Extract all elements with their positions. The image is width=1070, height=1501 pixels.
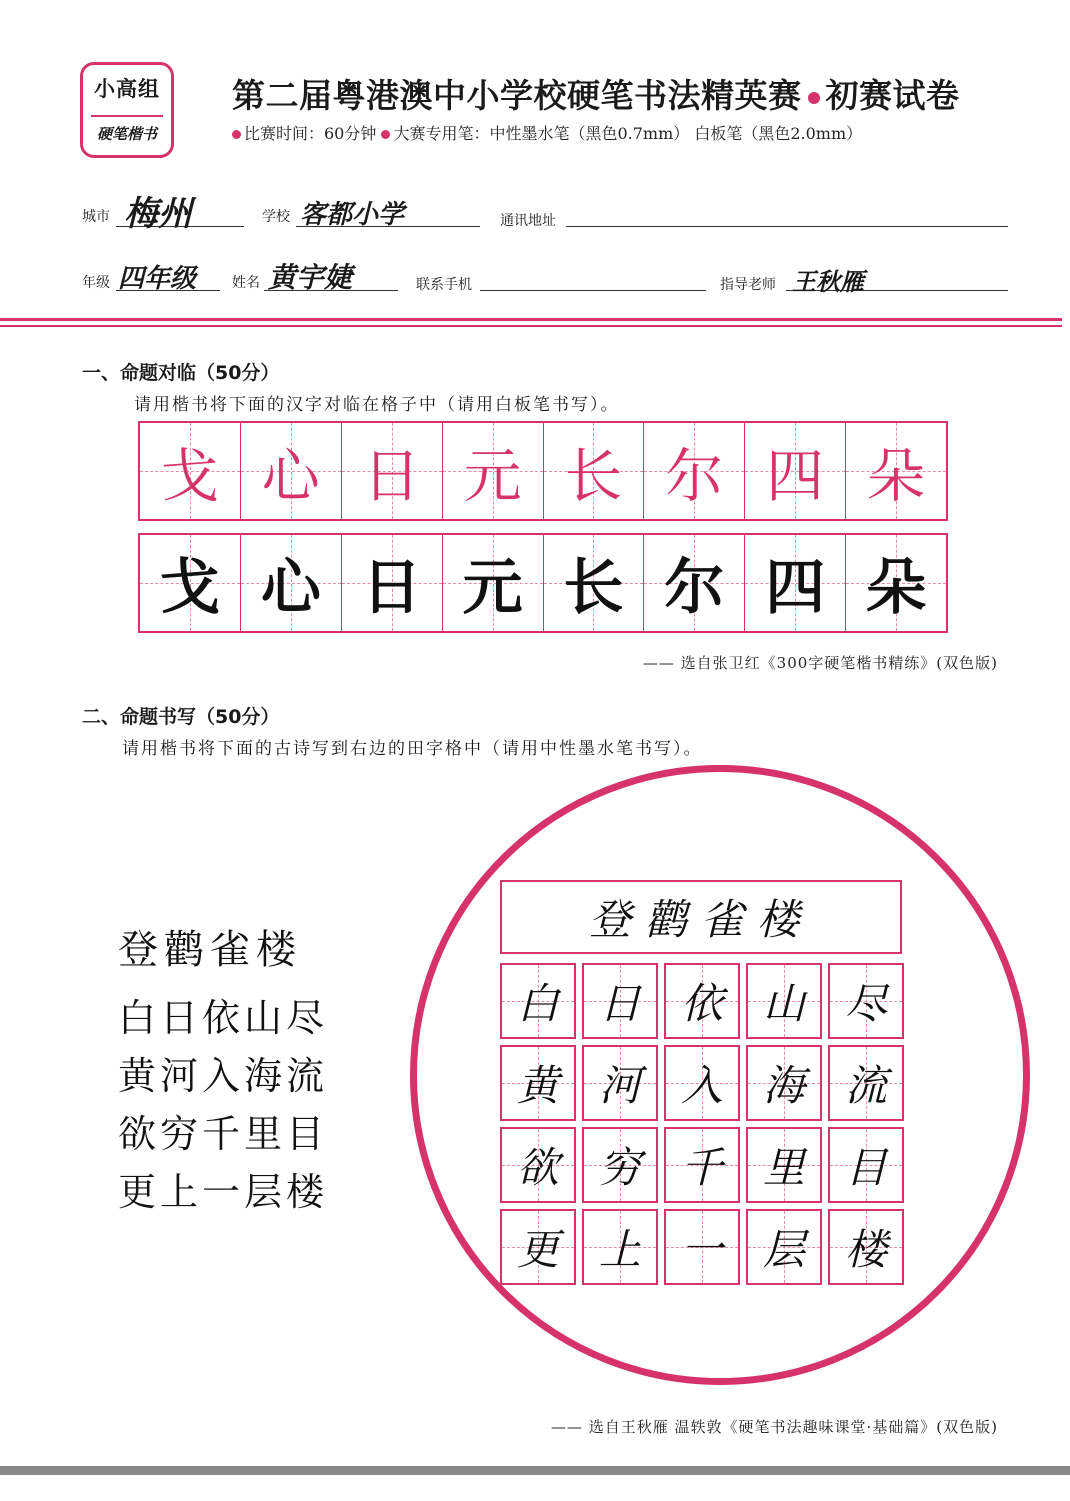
school-field[interactable]: 客都小学: [300, 200, 405, 230]
written-char: 四: [765, 553, 826, 623]
written-char-cell[interactable]: [745, 535, 846, 631]
written-char: 依: [680, 979, 723, 1028]
competition-title: 第二届粤港澳中小学校硬笔书法精英赛: [232, 76, 802, 115]
tian-cell[interactable]: [828, 1127, 904, 1203]
school-label: 学校: [262, 209, 290, 225]
poem-line: 白日依山尽: [118, 996, 329, 1040]
tian-cell[interactable]: [746, 1127, 822, 1203]
written-char: 元: [462, 553, 523, 623]
paper-type: 初赛试卷: [825, 76, 960, 115]
name-field[interactable]: 黄宇婕: [268, 261, 353, 294]
written-char: 穷: [598, 1143, 641, 1192]
model-char: 尔: [665, 442, 724, 510]
section1-title: 一、命题对临（50分）: [82, 362, 280, 384]
written-char: 更: [516, 1225, 559, 1274]
section1-instruction: 请用楷书将下面的汉字对临在格子中（请用白板笔书写）。: [134, 395, 620, 415]
written-char: 流: [844, 1061, 887, 1110]
badge-category-label: 硬笔楷书: [96, 125, 157, 143]
tian-cell[interactable]: [582, 1127, 658, 1203]
tian-cell[interactable]: [828, 1045, 904, 1121]
badge-divider: [91, 115, 163, 117]
grade-label: 年级: [82, 275, 110, 291]
written-char: 日: [361, 553, 422, 623]
written-title: 登鹳雀楼: [588, 895, 813, 944]
tian-row: [500, 1209, 904, 1285]
written-char-cell[interactable]: [443, 535, 544, 631]
model-char: 日: [362, 442, 421, 510]
tian-cell[interactable]: [500, 1127, 576, 1203]
written-char: 黄: [516, 1061, 559, 1110]
tian-cell[interactable]: [500, 1209, 576, 1285]
exam-time: 比赛时间：60分钟: [244, 124, 377, 143]
poem-title: 登鹳雀楼: [118, 927, 302, 973]
tian-cell[interactable]: [746, 963, 822, 1039]
written-char-cell[interactable]: [241, 535, 342, 631]
tian-cell[interactable]: [582, 1045, 658, 1121]
poem-line: 欲穷千里目: [118, 1112, 329, 1156]
tian-cell[interactable]: [664, 1209, 740, 1285]
written-char: 山: [762, 979, 805, 1028]
badge-group-label: 小高组: [94, 77, 160, 101]
exam-info: [232, 121, 862, 144]
tian-cell[interactable]: [582, 1209, 658, 1285]
written-char: 戈: [159, 553, 220, 623]
tian-cell[interactable]: [746, 1209, 822, 1285]
header-divider: [0, 318, 1062, 321]
model-char-cell: [443, 423, 544, 519]
phone-field[interactable]: [480, 290, 706, 291]
written-char: 河: [598, 1061, 641, 1110]
tian-row: [500, 1045, 904, 1121]
model-char: 戈: [160, 442, 219, 510]
written-char: 朵: [866, 553, 927, 623]
written-char-cell[interactable]: [544, 535, 645, 631]
written-char-cell[interactable]: [846, 535, 946, 631]
section1-source: —— 选自张卫红《300字硬笔楷书精练》(双色版): [642, 654, 998, 672]
tian-cell[interactable]: [500, 1045, 576, 1121]
tian-row: [500, 963, 904, 1039]
tian-cell[interactable]: [582, 963, 658, 1039]
city-label: 城市: [82, 209, 110, 225]
written-char: 海: [762, 1061, 805, 1110]
bottom-bar: [0, 1466, 1070, 1475]
poem-line: 更上一层楼: [118, 1170, 329, 1214]
poem-line: 黄河入海流: [118, 1054, 329, 1098]
teacher-field[interactable]: 王秋雁: [792, 267, 864, 296]
name-label: 姓名: [232, 275, 260, 291]
model-char: 元: [463, 442, 522, 510]
written-char: 一: [680, 1225, 723, 1274]
written-char: 尔: [664, 553, 725, 623]
header-divider-thin: [0, 325, 1062, 327]
written-char: 入: [680, 1061, 723, 1110]
address-field[interactable]: [566, 226, 1008, 227]
bullet-icon: [232, 130, 241, 139]
tian-cell[interactable]: [664, 1045, 740, 1121]
title-dot-icon: [808, 92, 820, 104]
section2-title: 二、命题书写（50分）: [82, 706, 280, 728]
written-char-cell[interactable]: [342, 535, 443, 631]
written-char-cell[interactable]: [644, 535, 745, 631]
tian-cell[interactable]: [828, 1209, 904, 1285]
tian-cell[interactable]: [664, 1127, 740, 1203]
address-label: 通讯地址: [500, 213, 556, 229]
written-char: 欲: [516, 1143, 559, 1192]
model-char-cell: [140, 423, 241, 519]
tian-cell[interactable]: [500, 963, 576, 1039]
written-title-box[interactable]: [500, 880, 902, 954]
grade-field[interactable]: 四年级: [118, 264, 197, 294]
model-char-cell: [342, 423, 443, 519]
bullet-icon: [381, 130, 390, 139]
model-char-cell: [241, 423, 342, 519]
tian-cell[interactable]: [746, 1045, 822, 1121]
section2-source: —— 选自王秋雁 温轶敦《硬笔书法趣味课堂·基础篇》(双色版): [550, 1418, 998, 1436]
model-char: 长: [564, 442, 623, 510]
page-title: [232, 70, 960, 117]
written-char: 上: [598, 1225, 641, 1274]
written-char: 楼: [844, 1225, 887, 1274]
model-char-cell: [846, 423, 946, 519]
written-char: 尽: [844, 979, 887, 1028]
model-char: 四: [766, 442, 825, 510]
written-char: 目: [844, 1143, 887, 1192]
exam-pens: 大赛专用笔：中性墨水笔（黑色0.7mm） 白板笔（黑色2.0mm）: [393, 124, 863, 143]
tian-cell[interactable]: [664, 963, 740, 1039]
model-char-cell: [745, 423, 846, 519]
written-char: 白: [516, 979, 559, 1028]
tian-row: [500, 1127, 904, 1203]
written-char: 长: [563, 553, 624, 623]
city-field[interactable]: 梅州: [124, 194, 192, 234]
model-chars-row: [138, 421, 948, 521]
model-char-cell: [644, 423, 745, 519]
written-chars-row: [138, 533, 948, 633]
written-char-cell[interactable]: [140, 535, 241, 631]
written-char: 日: [598, 979, 641, 1028]
written-char: 里: [762, 1143, 805, 1192]
model-char: 朵: [867, 442, 926, 510]
poem-text: [118, 918, 328, 1221]
tian-grid: [500, 963, 904, 1291]
written-char: 层: [762, 1225, 805, 1274]
model-char: 心: [261, 442, 320, 510]
section2-instruction: 请用楷书将下面的古诗写到右边的田字格中（请用中性墨水笔书写）。: [122, 739, 703, 759]
written-char: 千: [680, 1143, 723, 1192]
written-char: 心: [260, 553, 321, 623]
group-badge: [80, 62, 174, 158]
phone-label: 联系手机: [416, 277, 472, 293]
tian-cell[interactable]: [828, 963, 904, 1039]
teacher-label: 指导老师: [720, 277, 776, 293]
model-char-cell: [544, 423, 645, 519]
